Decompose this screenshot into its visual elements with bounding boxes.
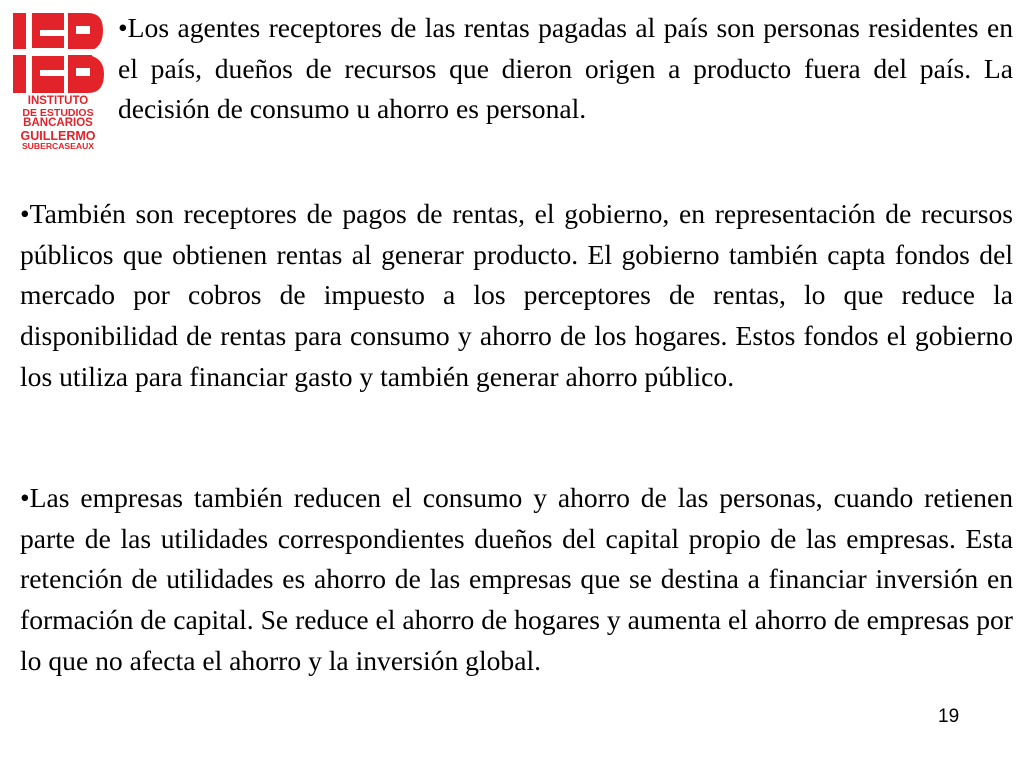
paragraph-empresas: •Las empresas también reducen el consumo y ahorro de las personas, cuando retienen parte de las utilidades correspondientes dueños del capital propio de las empresas. Esta retención de utilidades es ahorro de las empresas que se destina a financiar inversión en formación de capital. Se reduce el ahorro de hogares y aumenta el ahorro de empresas por lo que no afecta el ahorro y la inversión global. (20, 482, 1013, 676)
page-number: 19 (938, 706, 960, 727)
ieb-logo-icon (10, 12, 106, 94)
paragraph-agentes-receptores: •Los agentes receptores de las rentas pagadas al país son personas residentes en el país, dueños de recursos que dieron origen a producto fuera del país. La decisión de consumo u ahorro es personal. (118, 12, 1013, 125)
institute-logo (10, 12, 106, 162)
logo-line: BANCARIOS (23, 117, 93, 129)
logo-line: INSTITUTO (27, 95, 89, 107)
logo-line: DE ESTUDIOS (22, 106, 94, 119)
paragraph-gobierno: •También son receptores de pagos de rentas, el gobierno, en representación de recursos públicos que obtienen rentas al generar producto. El gobierno también capta fondos del mercado por cobros de impuesto a los perceptores de rentas, lo que reduce la disponibilidad de rentas para consumo y ahorro de los hogares. Estos fondos el gobierno los utiliza para financiar gasto y también generar ahorro público. (20, 198, 1013, 392)
logo-wordmark (10, 96, 106, 151)
logo-line: SUBERCASEAUX (21, 141, 95, 151)
logo-line: GUILLERMO (20, 128, 96, 143)
